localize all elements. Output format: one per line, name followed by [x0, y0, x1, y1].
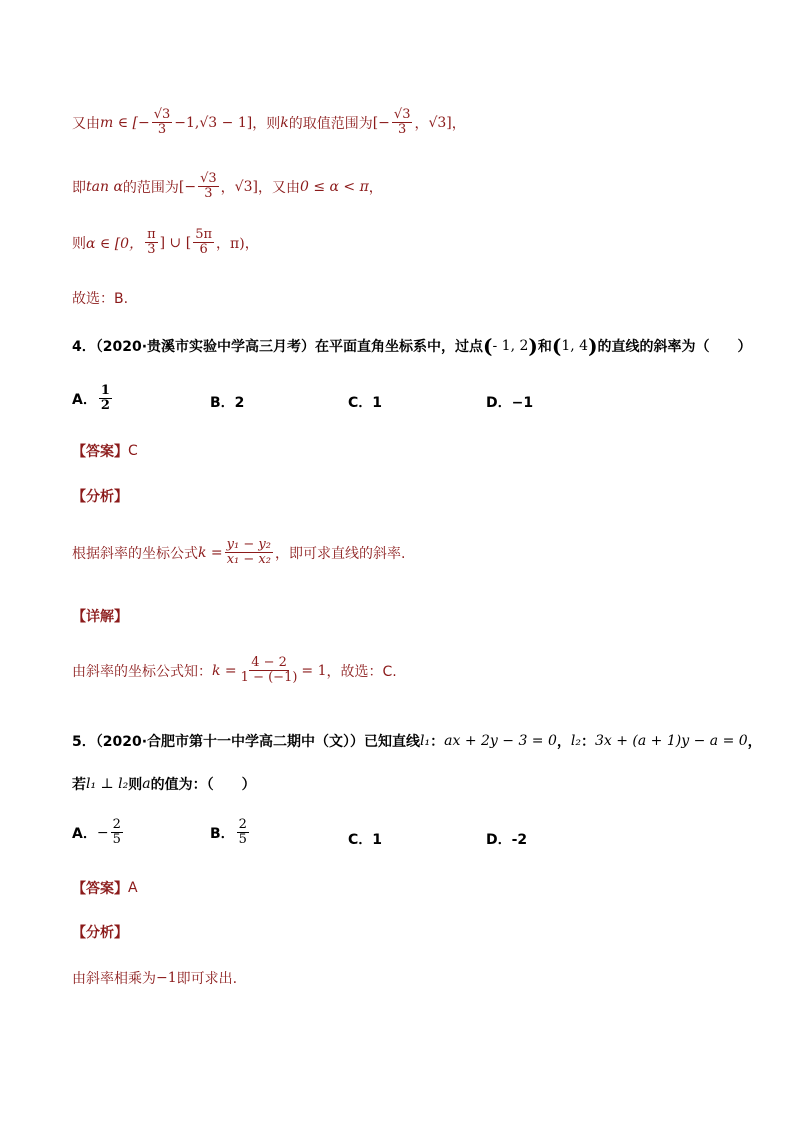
fraction: $\frac{\pi}{3}$: [147, 227, 156, 258]
question-5-line-2: 若 l₁ ⊥ l₂ 则 a 的值为：（ ）: [72, 776, 256, 793]
math: m ∈ [−: [100, 114, 150, 131]
math: - 1, 2: [492, 338, 529, 354]
option-b: B．2: [210, 395, 245, 411]
math: k: [280, 114, 289, 131]
option-d: D．-2: [486, 832, 528, 848]
solution-line-1: 又由 m ∈ [− $\frac{√3}{3}$ −1, √3 − 1] ，则 k 的取值范围为 [− $\frac{√3}{3}$ ， √3] ，: [72, 107, 466, 138]
text: 的取值范围为: [288, 115, 373, 132]
text: ，: [451, 115, 466, 132]
question-text: 4．（2020·贵溪市实验中学高三月考）在平面直角坐标系中，过点: [72, 339, 484, 355]
analysis-label-5: 【分析】: [72, 925, 128, 941]
analysis-text-4: 根据斜率的坐标公式 k = $\frac{\text{y₁ − y₂}}{\text{x₁ − x₂}}$ ，即可求直线的斜率.: [72, 537, 406, 568]
analysis-text-5: 由斜率相乘为 −1 即可求出.: [72, 970, 238, 987]
text: 的范围为: [122, 179, 179, 196]
option-c: C．1: [348, 832, 383, 848]
option-a: A． − $\frac{2}{5}$: [72, 817, 121, 848]
question-4: 4．（2020·贵溪市实验中学高三月考）在平面直角坐标系中，过点 ( - 1, 2 ) 和 ( 1, 4 ) 的直线的斜率为（ ）: [72, 334, 752, 358]
solution-line-4: [72, 288, 128, 308]
math: √3]: [234, 178, 258, 195]
answer-5: 【答案】 A: [72, 880, 138, 897]
text: ，: [368, 179, 383, 196]
solution-line-3: [72, 228, 259, 258]
answer-4: 【答案】 C: [72, 443, 138, 460]
detail-label-4: 【详解】: [72, 609, 128, 625]
math: α ∈ [0，: [86, 235, 144, 252]
math: [−: [372, 114, 390, 131]
analysis-label-4: 【分析】: [72, 489, 128, 505]
math: ，π): [216, 235, 245, 252]
solution-line-2: 即 tan α 的范围为 [− $\frac{√3}{3}$ ， √3] ，又由 0 ≤ α < π ，: [72, 171, 383, 202]
text: 又由: [72, 115, 100, 132]
question-5: 5．（2020·合肥市第十一中学高二期中（文））已知直线 l₁ ： ax + 2y − 3 = 0 ， l₂ ： 3x + (a + 1)y − a = 0 ，: [72, 733, 762, 750]
fraction: $\frac{√3}{3}$: [393, 107, 411, 138]
option-c: C．1: [348, 395, 383, 411]
text: ，又由: [257, 179, 300, 196]
math: ] ∪ [: [159, 234, 192, 251]
text: ，则: [252, 115, 281, 132]
fraction: $\frac{5\pi}{6}$: [195, 227, 213, 258]
math: tan α: [86, 178, 123, 195]
option-d: D．−1: [486, 395, 534, 411]
detail-text-4: 由斜率的坐标公式知： k = $\frac{4 - 2}{1 - (-1)}$ = 1 ，故选：C.: [72, 655, 397, 686]
math: 1, 4: [561, 338, 589, 354]
math: −1,: [174, 114, 200, 131]
math: [−: [178, 178, 197, 195]
text: 则: [72, 235, 86, 252]
math: √3 − 1]: [199, 114, 253, 131]
text: 和: [537, 339, 552, 355]
text: 的直线的斜率为（ ）: [597, 339, 752, 355]
fraction: $\frac{√3}{3}$: [200, 171, 217, 202]
text: 故选：B.: [72, 291, 129, 307]
option-b: B． $\frac{2}{5}$: [210, 817, 247, 848]
fraction: $\frac{√3}{3}$: [153, 107, 171, 138]
math: √3]: [428, 114, 452, 131]
option-a: A． $\frac{1}{2}$: [72, 383, 110, 414]
text: 即: [72, 179, 86, 196]
math: 0 ≤ α < π: [299, 178, 369, 195]
text: ，: [244, 235, 259, 252]
